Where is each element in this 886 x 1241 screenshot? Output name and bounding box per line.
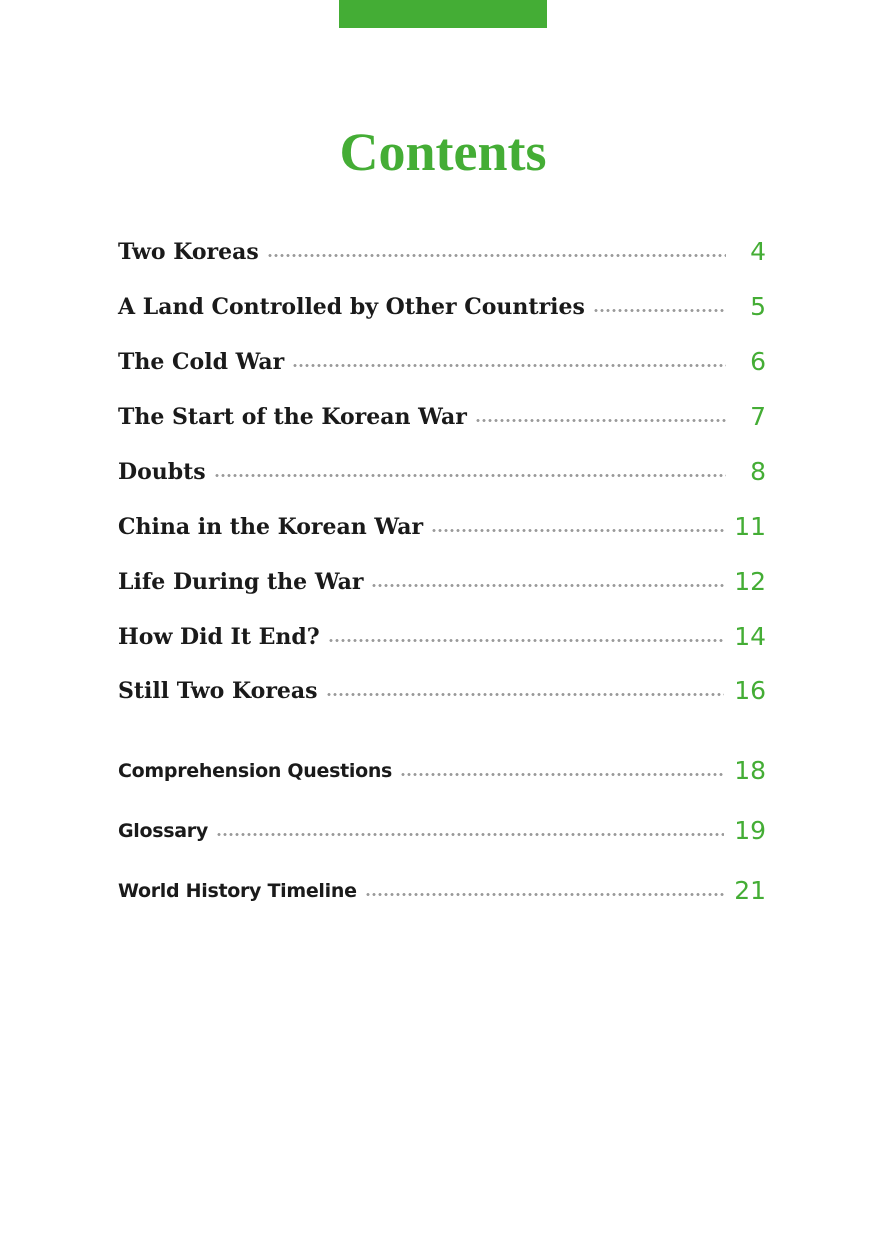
toc-page-number: 5	[750, 292, 766, 321]
dot-leader	[216, 833, 724, 836]
dot-leader	[267, 254, 726, 257]
toc-entry-title: China in the Korean War	[118, 514, 424, 540]
toc-entry[interactable]	[118, 672, 766, 706]
toc-page-number: 8	[750, 457, 766, 486]
dot-leader	[371, 584, 724, 587]
toc-entry-title: Still Two Koreas	[118, 678, 318, 704]
toc-entry-title: How Did It End?	[118, 624, 320, 650]
dot-leader	[431, 529, 724, 532]
toc-page-number: 6	[750, 347, 766, 376]
toc-entry[interactable]	[118, 563, 766, 597]
toc-page-number: 4	[750, 237, 766, 266]
page-title: Contents	[339, 122, 547, 182]
toc-entry-title: The Cold War	[118, 349, 285, 375]
dot-leader	[593, 309, 726, 312]
toc-entry[interactable]	[118, 752, 766, 786]
dot-leader	[475, 419, 726, 422]
toc-entry[interactable]	[118, 233, 766, 267]
toc-page-number: 16	[734, 676, 766, 705]
toc-entry[interactable]	[118, 398, 766, 432]
toc-entry-title: World History Timeline	[118, 880, 357, 902]
toc-entry-title: The Start of the Korean War	[118, 404, 467, 430]
toc-entry-title: Life During the War	[118, 569, 364, 595]
dot-leader	[328, 639, 725, 642]
toc-entry-title: Glossary	[118, 820, 208, 842]
dot-leader	[365, 893, 725, 896]
toc-page-number: 14	[734, 622, 766, 651]
toc-entry[interactable]	[118, 618, 766, 652]
dot-leader	[400, 773, 724, 776]
toc-page-number: 7	[750, 402, 766, 431]
toc-page-number: 21	[734, 876, 766, 905]
toc-page-number: 11	[734, 512, 766, 541]
toc-entry[interactable]	[118, 812, 766, 846]
dot-leader	[214, 474, 726, 477]
toc-entry[interactable]	[118, 453, 766, 487]
dot-leader	[326, 693, 725, 696]
toc-entry[interactable]	[118, 343, 766, 377]
toc-entry-title: Doubts	[118, 459, 206, 485]
toc-page-number: 19	[734, 816, 766, 845]
toc-entry[interactable]	[118, 288, 766, 322]
toc-entry[interactable]	[118, 508, 766, 542]
dot-leader	[292, 364, 726, 367]
toc-page-number: 12	[734, 567, 766, 596]
toc-page-number: 18	[734, 756, 766, 785]
toc-entry[interactable]	[118, 872, 766, 906]
toc-entry-title: Two Koreas	[118, 239, 259, 265]
top-accent-bar	[339, 0, 547, 28]
toc-entry-title: Comprehension Questions	[118, 760, 393, 782]
toc-entry-title: A Land Controlled by Other Countries	[118, 294, 585, 320]
